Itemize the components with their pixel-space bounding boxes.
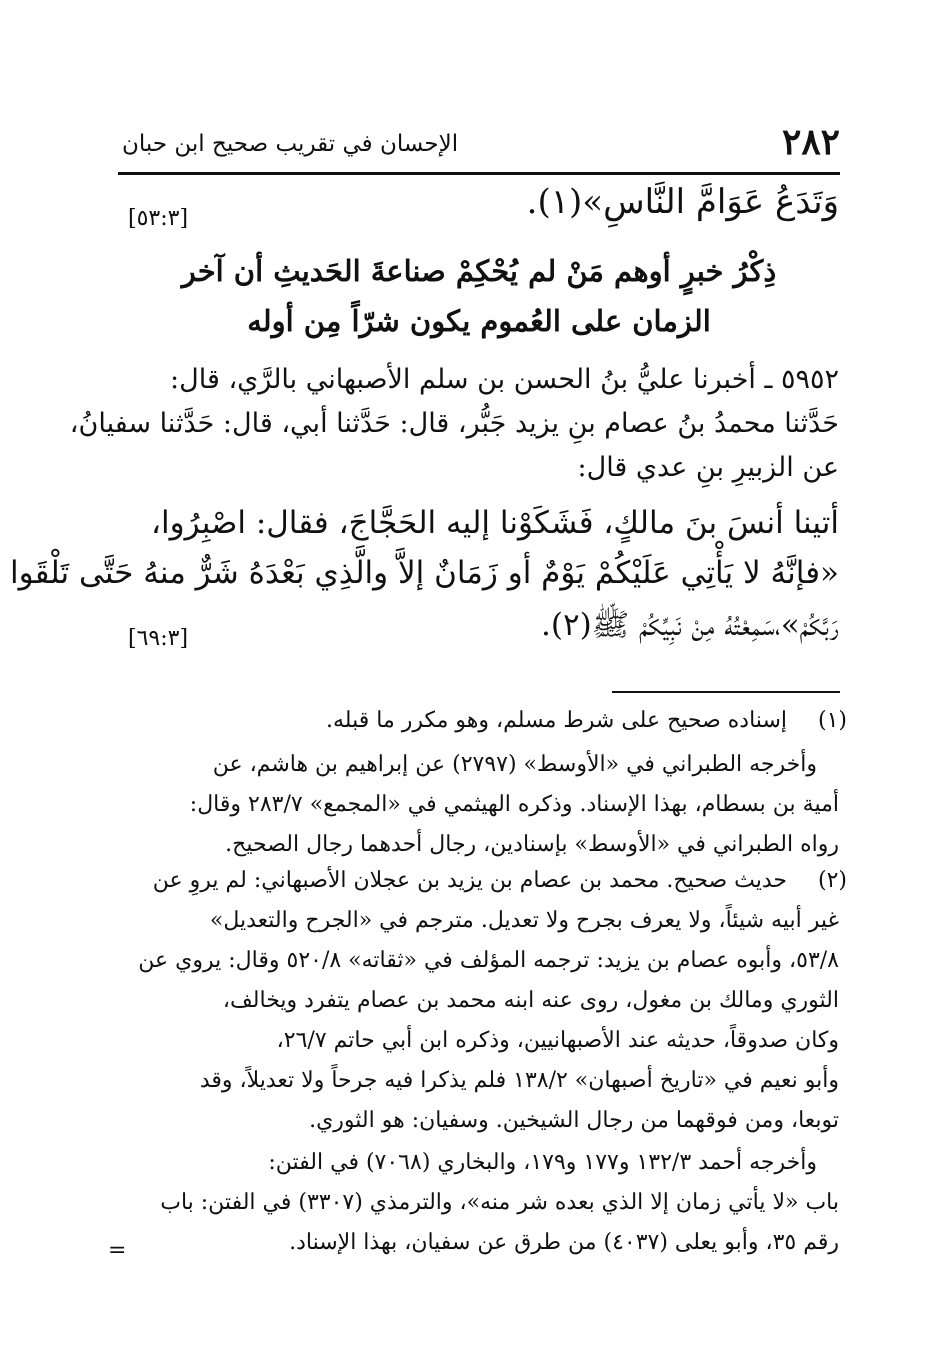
- chapter-heading-line-1: ذِكْرُ خبرٍ أوهم مَنْ لم يُحْكِمْ صناعةَ الحَديثِ أن آخر: [181, 254, 777, 288]
- reference-bracket-top: [٥٣:٣]: [128, 206, 189, 231]
- isnad-line-1: ٥٩٥٢ ـ أخبرنا عليُّ بنُ الحسن بن سلم الأصبهاني بالرَّي، قال:: [170, 364, 839, 395]
- continuation-mark: =: [108, 1238, 127, 1263]
- footnote-2b-line-3: رقم ٣٥، وأبو يعلى (٤٠٣٧) من طرق عن سفيان، بهذا الإسناد.: [289, 1230, 839, 1255]
- footnote-rule: [612, 691, 840, 693]
- reference-bracket-matn: [٦٩:٣]: [128, 626, 189, 651]
- page-number: ٢٨٢: [781, 121, 840, 163]
- matn-line-2: «فإنَّهُ لا يَأْتِي عَلَيْكُمْ يَوْمٌ أو زَمَانٌ إلاَّ والَّذِي بَعْدَهُ شَرٌّ منهُ حَتَّى تَلْقَوا: [9, 555, 839, 591]
- footnote-2-line-7: توبعا، ومن فوقهما من رجال الشيخين. وسفيان: هو الثوري.: [309, 1108, 839, 1133]
- matn-line-1: أتينا أنسَ بنَ مالكٍ، فَشَكَوْنا إليه الحَجَّاجَ، فقال: اصْبِرُوا،: [151, 505, 839, 541]
- footnote-1b-line-3: رواه الطبراني في «الأوسط» بإسنادين، رجال أحدهما رجال الصحيح.: [225, 832, 839, 857]
- isnad-line-2: حَدَّثنا محمدُ بنُ عصام بنِ يزيد جَبُّر، قال: حَدَّثنا أبي، قال: حَدَّثنا سفيانُ،: [69, 408, 839, 439]
- footnote-2b-line-1: وأخرجه أحمد ١٣٢/٣ و١٧٧ و١٧٩، والبخاري (٧٠٦٨) في الفتن:: [268, 1150, 817, 1175]
- footnote-number-2: (٢): [817, 868, 847, 893]
- footnote-2-line-5: وكان صدوقاً، حديثه عند الأصبهانيين، وذكره ابن أبي حاتم ٢٦/٧،: [276, 1028, 839, 1053]
- footnote-2-line-6: وأبو نعيم في «تاريخ أصبهان» ١٣٨/٢ فلم يذكرا فيه جرحاً ولا تعديلاً، وقد: [199, 1068, 839, 1093]
- footnote-1-line-1: إسناده صحيح على شرط مسلم، وهو مكرر ما قبله.: [326, 708, 787, 733]
- footnote-2-line-3: ٥٣/٨، وأبوه عصام بن يزيد: ترجمه المؤلف في «ثقاته» ٥٢٠/٨ وقال: يروي عن: [138, 948, 839, 973]
- footnote-1b-line-2: أمية بن بسطام، بهذا الإسناد. وذكره الهيثمي في «المجمع» ٢٨٣/٧ وقال:: [189, 792, 839, 817]
- footnote-number-1: (١): [817, 708, 847, 733]
- chapter-heading-line-2: الزمان على العُموم يكون شرّاً مِن أوله: [247, 304, 711, 338]
- header-rule: [118, 172, 840, 175]
- isnad-line-3: عن الزبيرِ بنِ عدي قال:: [577, 452, 839, 483]
- footnote-2-line-2: غير أبيه شيئاً، ولا يعرف بجرح ولا تعديل. مترجم في «الجرح والتعديل»: [209, 908, 839, 933]
- running-header: [118, 118, 840, 170]
- footnote-2-line-1: حديث صحيح. محمد بن عصام بن يزيد بن عجلان الأصبهاني: لم يروِ عن: [152, 868, 787, 893]
- matn-line-3: رَبَّكُمْ»،سَمِعْتُهُ مِنْ نَبِيِّكُمْ ﷺ(٢).: [541, 607, 839, 643]
- footnote-1b-line-1: وأخرجه الطبراني في «الأوسط» (٢٧٩٧) عن إبراهيم بن هاشم، عن: [212, 752, 817, 777]
- book-title: الإحسان في تقريب صحيح ابن حبان: [122, 131, 459, 157]
- footnote-2-line-4: الثوري ومالك بن مغول، روى عنه ابنه محمد بن عصام يتفرد ويخالف،: [222, 988, 839, 1013]
- footnote-2b-line-2: باب «لا يأتي زمان إلا الذي بعده شر منه»، والترمذي (٣٣٠٧) في الفتن: باب: [160, 1190, 839, 1215]
- continued-text-line: وَتَدَعُ عَوَامَّ النَّاسِ»(١).: [526, 182, 839, 222]
